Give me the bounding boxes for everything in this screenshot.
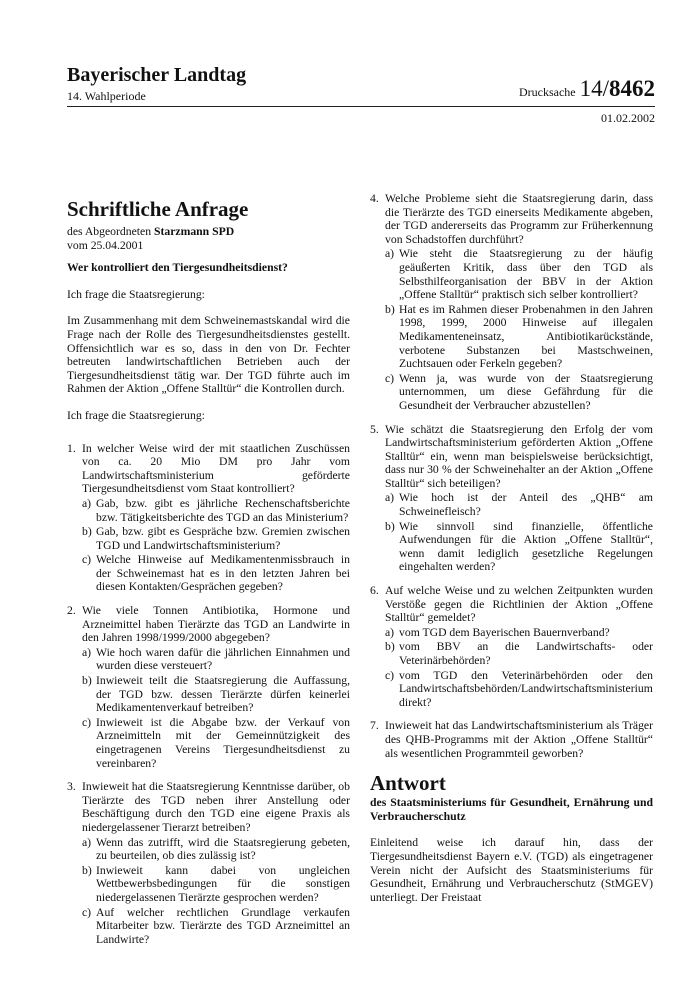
sub-question-letter: a)	[82, 496, 92, 510]
sub-question-text: Wie hoch ist der Anteil des „QHB“ am Schweinefleisch?	[399, 491, 653, 519]
sub-question-letter: c)	[82, 553, 92, 567]
question-number: 7.	[370, 719, 379, 733]
question-number: 4.	[370, 192, 379, 205]
sub-question-letter: c)	[82, 905, 92, 919]
sub-question	[82, 836, 350, 863]
question-text: Auf welche Weise und zu welchen Zeitpunkten wurden Verstöße gegen die Richtlinien der Aktion „Offene Stalltür“ gemeldet?	[385, 584, 653, 625]
intro-line-1: Ich frage die Staatsregierung:	[67, 287, 205, 301]
author-line	[67, 225, 350, 239]
sub-question	[82, 553, 350, 594]
sub-question	[385, 640, 653, 667]
sub-question-letter: a)	[385, 625, 395, 639]
question-6	[370, 584, 653, 709]
question-body	[385, 584, 653, 709]
question-body	[82, 604, 350, 770]
sub-question	[385, 669, 653, 710]
header-rule	[67, 106, 655, 107]
anfrage-date: vom 25.04.2001	[67, 238, 144, 252]
antwort-heading: Antwort	[370, 771, 446, 796]
sub-question	[82, 646, 350, 673]
sub-question-letter: c)	[385, 668, 395, 682]
sub-question-text: Inwieweit teilt die Staatsregierung die Auffassung, der TGD bzw. dessen Tierärzte dürfen keinerlei Medikamentenverkauf betreiben?	[96, 674, 350, 715]
sub-question-letter: b)	[82, 863, 92, 877]
sub-question	[385, 372, 653, 413]
sub-question-letter: c)	[385, 371, 395, 385]
left-column	[67, 192, 350, 946]
question-number: 6.	[370, 584, 379, 598]
question-4	[370, 192, 653, 413]
sub-question-text: Gab, bzw. gibt es jährliche Rechenschaftsberichte bzw. Tätigkeitsberichte des TGD an das Ministerium?	[96, 496, 350, 524]
document-date: 01.02.2002	[601, 111, 655, 125]
sub-question-text: Wie sinnvoll sind finanzielle, öffentliche Aufwendungen für die Aktion „Offene Stalltür“, wenn damit lediglich gesetzliche Regelungen eingehalten werden?	[399, 519, 653, 574]
sub-question-text: Wie hoch waren dafür die jährlichen Einnahmen und wurden diese versteuert?	[96, 645, 350, 673]
question-number: 5.	[370, 422, 379, 436]
sub-question	[82, 525, 350, 552]
sub-question	[385, 520, 653, 574]
question-number: 2.	[67, 604, 76, 618]
question-text: In welcher Weise wird der mit staatlichen Zuschüssen von ca. 20 Mio DM pro Jahr vom Landwirtschaftsministerium geförderte Tiergesundheitsdienst vom Staat kontrolliert?	[82, 441, 350, 496]
sub-question	[82, 906, 350, 947]
sub-question-letter: b)	[385, 302, 395, 316]
sub-question-text: Wie steht die Staatsregierung zu der häufig geäußerten Kritik, dass über den TGD als Selbsthilfeorganisation der BBV in der Aktion „Offene Stalltür“ praktisch sich selber kontrolliert?	[399, 247, 653, 302]
sub-question	[385, 626, 653, 640]
landtag-title: Bayerischer Landtag	[67, 64, 247, 86]
sub-question	[82, 864, 350, 905]
sub-question-letter: b)	[385, 519, 395, 533]
question-5	[370, 423, 653, 575]
question-text: Wie viele Tonnen Antibiotika, Hormone und Arzneimittel haben Tierärzte das TGD an Landwirte in den Jahren 1998/1999/2000 abgegeben?	[82, 604, 350, 645]
sub-question	[82, 674, 350, 715]
author-prefix: des Abgeordneten	[67, 225, 154, 238]
sub-question-letter: b)	[82, 525, 92, 539]
question-text: Wie schätzt die Staatsregierung den Erfolg der vom Landwirtschaftsministerium geförderten Aktion „Offene Stalltür“ ein, wenn man beispielsweise berücksichtigt, dass nur 30 % der Schweinehalter an der Aktion „Offene Stalltür“ sich beteiligen?	[385, 422, 653, 490]
sub-question-text: Hat es im Rahmen dieser Probenahmen in den Jahren 1998, 1999, 2000 Hinweise auf illegalen Medikamenteneinsatz, Antibiotikarückstände, verbotene Substanzen bei Mastschweinen, Zuchtsauen oder Ferkeln gegeben?	[399, 302, 653, 371]
question-text: Inwieweit hat das Landwirtschaftsministerium als Träger des QHB-Programms mit der Aktion „Offene Stalltür“ als wesentlichen Programmteil geworben?	[385, 719, 653, 760]
sub-question-letter: a)	[82, 835, 92, 849]
questions-left	[67, 442, 350, 947]
sub-question-letter: a)	[385, 247, 395, 261]
sub-question	[385, 247, 653, 301]
sub-question-text: vom BBV an die Landwirtschafts- oder Veterinärbehörden?	[399, 640, 653, 667]
question-body	[82, 780, 350, 946]
question-body	[82, 442, 350, 595]
antwort-subheading: des Staatsministeriums für Gesundheit, Ernährung und Verbraucherschutz	[370, 796, 653, 823]
anfrage-heading: Schriftliche Anfrage	[67, 197, 249, 221]
question-3	[67, 780, 350, 946]
question-number: 1.	[67, 441, 76, 455]
sub-question-text: vom TGD den Veterinärbehörden oder den Landwirtschaftsbehörden/Landwirtschaftsministerium direkt?	[399, 668, 653, 709]
sub-question-letter: c)	[82, 715, 92, 729]
sub-question-text: Auf welcher rechtlichen Grundlage verkaufen Mitarbeiter bzw. Tierärzte des TGD Arzneimittel an Landwirte?	[96, 905, 350, 946]
intro-line-2: Ich frage die Staatsregierung:	[67, 408, 205, 422]
question-number: 3.	[67, 780, 76, 794]
sub-question-text: Inwieweit ist die Abgabe bzw. der Verkauf von Arzneimitteln mit der Gemeinnützigkeit des eingetragenen Vereins Tiergesundheitsdienst zu vereinbaren?	[96, 715, 350, 770]
sub-question-text: Inwieweit kann dabei von ungleichen Wettbewerbsbedingungen für die sonstigen niedergelassenen Tierärzte gesprochen werden?	[96, 863, 350, 904]
sub-question-text: vom TGD dem Bayerischen Bauernverband?	[399, 625, 610, 639]
wahlperiode-number: 14/	[579, 76, 609, 101]
author-name: Starzmann SPD	[153, 225, 235, 238]
drucksache-label: Drucksache	[518, 85, 576, 99]
sub-question	[385, 491, 653, 518]
document-number: 8462	[609, 76, 655, 101]
question-text: Welche Probleme sieht die Staatsregierung darin, dass die Tierärzte des TGD einerseits Medikamente abgeben, der TGD andererseits das Programm zur Früherkennung von Schadstoffen durchführt?	[385, 192, 653, 246]
sub-question	[385, 303, 653, 371]
sub-question	[82, 716, 350, 770]
sub-question-text: Gab, bzw. gibt es Gespräche bzw. Gremien zwischen TGD und Landwirtschaftsministerium?	[96, 525, 350, 552]
sub-question	[82, 497, 350, 524]
question-text: Inwieweit hat die Staatsregierung Kenntnisse darüber, ob Tierärzte des TGD neben ihrer Anstellung oder Beschäftigung durch den TGD eine eigene Praxis als niedergelassener Tierarzt betreiben?	[82, 780, 350, 834]
intro-paragraph: Im Zusammenhang mit dem Schweinemastskandal wird die Frage nach der Rolle des Tiergesundheitsdienstes gestellt. Offensichtlich war es so, dass in den von Dr. Fechter betreuten landwirtschaftlichen Betrieben auch der Tiergesundheitsdienst tätig war. Der TGD führte auch im Rahmen der Aktion „Offene Stalltür“ die Kontrollen durch.	[67, 314, 350, 396]
question-2	[67, 604, 350, 770]
questions-right	[370, 192, 653, 760]
sub-question-text: Welche Hinweise auf Medikamentenmissbrauch in der Schweinemast hat es in den letzten Jahren bei diesen Kontakten/Gesprächen gegeben?	[96, 553, 350, 594]
anfrage-subject: Wer kontrolliert den Tiergesundheitsdienst?	[67, 261, 288, 275]
sub-question-letter: a)	[385, 491, 395, 505]
antwort-text: Einleitend weise ich darauf hin, dass der Tiergesundheitsdienst Bayern e.V. (TGD) als eingetragener Verein nicht der Aufsicht des Staatsministeriums für Gesundheit, Ernährung und Verbraucherschutz (StMGEV) unterliegt. Der Freistaat	[370, 836, 653, 904]
question-7	[370, 719, 653, 760]
sub-question-text: Wenn ja, was wurde von der Staatsregierung unternommen, um diese Gefährdung für die Gesundheit der Verbraucher abzustellen?	[399, 371, 653, 412]
question-body	[385, 423, 653, 575]
sub-question-letter: b)	[82, 674, 92, 688]
question-body	[385, 192, 653, 413]
sub-question-letter: a)	[82, 645, 92, 659]
right-column	[370, 192, 653, 904]
question-1	[67, 442, 350, 595]
drucksache-number	[519, 76, 655, 102]
question-body	[385, 719, 653, 760]
sub-question-letter: b)	[385, 640, 395, 654]
sub-question-text: Wenn das zutrifft, wird die Staatsregierung gebeten, zu beurteilen, ob dies zulässig ist?	[96, 835, 350, 863]
wahlperiode: 14. Wahlperiode	[67, 89, 146, 103]
